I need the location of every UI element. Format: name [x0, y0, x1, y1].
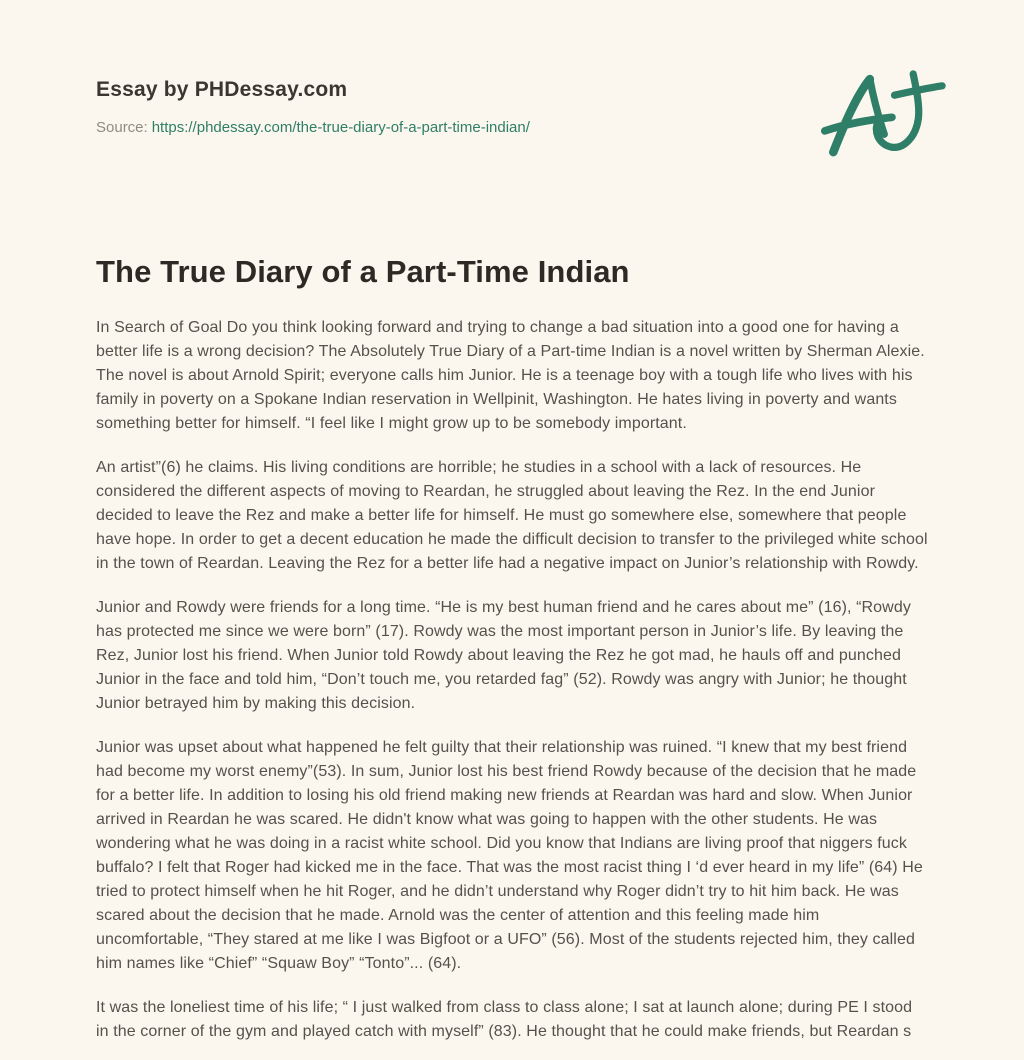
header-text	[96, 66, 530, 136]
source-label: Source:	[96, 119, 148, 136]
source-line	[96, 119, 530, 136]
essay-paragraph-2: An artist”(6) he claims. His living conditions are horrible; he studies in a school with a lack of resources. He considered the different aspects of moving to Reardan, he struggled about leaving the Rez. In the end Junior decided to leave the Rez and make a better life for himself. He must go somewhere else, somewhere that people have hope. In order to get a decent education he made the difficult decision to transfer to the privileged white school in the town of Reardan. Leaving the Rez for a better life had a negative impact on Junior’s relationship with Rowdy.	[96, 459, 928, 572]
essay-content	[96, 254, 928, 1044]
source-link[interactable]: https://phdessay.com/the-true-diary-of-a-part-time-indian/	[151, 119, 530, 136]
byline: Essay by PHDessay.com	[96, 78, 348, 101]
essay-title: The True Diary of a Part-Time Indian	[96, 254, 630, 289]
essay-paragraph-1: In Search of Goal Do you think looking forward and trying to change a bad situation into a good one for having a better life is a wrong decision? The Absolutely True Diary of a Part-time Indian is a novel written by Sherman Alexie. The novel is about Arnold Spirit; everyone calls him Junior. He is a teenage boy with a tough life who lives with his family in poverty on a Spokane Indian reservation in Wellpinit, Washington. He hates living in poverty and wants something better for himself. “I feel like I might grow up to be somebody important.	[96, 319, 925, 432]
essay-paragraph-3: Junior and Rowdy were friends for a long time. “He is my best human friend and he cares about me” (16), “Rowdy has protected me since we were born” (17). Rowdy was the most important person in Junior’s life. By leaving the Rez, Junior lost his friend. When Junior told Rowdy about leaving the Rez he got mad, he hauls off and punched Junior in the face and told him, “Don’t touch me, you retarded fag” (52). Rowdy was angry with Junior; he thought Junior betrayed him by making this decision.	[96, 599, 911, 712]
essay-body	[96, 316, 928, 1044]
essay-paragraph-4: Junior was upset about what happened he felt guilty that their relationship was ruined. “I knew that my best friend had become my worst enemy”(53). In sum, Junior lost his best friend Rowdy because of the decision that he made for a better life. In addition to losing his old friend making new friends at Reardan was hard and slow. When Junior arrived in Reardan he was scared. He didn't know what was going to happen with the other students. He was wondering what he was doing in a racist white school. Did you know that Indians are living proof that niggers fuck buffalo? I felt that Roger had kicked me in the face. That was the most racist thing I ‘d ever heard in my life” (64) He tried to protect himself when he hit Roger, and he didn’t understand why Roger didn’t try to hit him back. He was scared about the decision that he made. Arnold was the center of attention and this feeling made him uncomfortable, “They stared at me like I was Bigfoot or a UFO” (56). Most of the students rejected him, they called him names like “Chief” “Squaw Boy” “Tonto”... (64).	[96, 739, 923, 972]
page-header	[96, 66, 928, 170]
a-plus-logo-icon	[820, 68, 952, 170]
essay-paragraph-5: It was the loneliest time of his life; “ I just walked from class to class alone; I sat at launch alone; during PE I stood in the corner of the gym and played catch with myself” (83). He thought that he could make friends, but Reardan s	[96, 999, 913, 1040]
